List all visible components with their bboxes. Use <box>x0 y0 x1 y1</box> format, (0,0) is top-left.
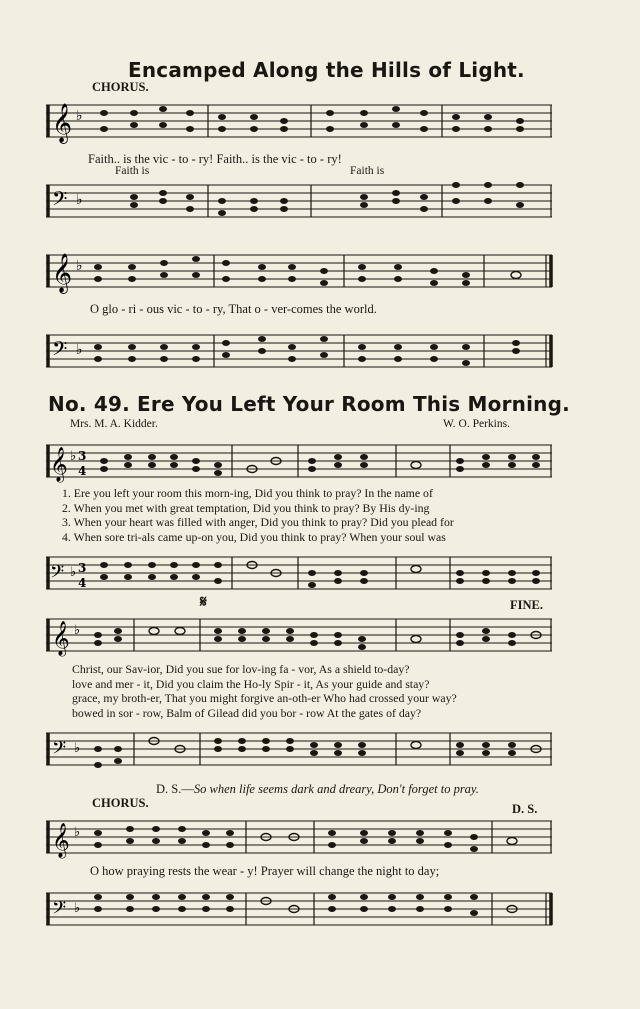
hymn1-system1-treble-staff <box>46 96 556 146</box>
hymn1-system2-treble-staff <box>46 246 556 296</box>
svg-text:♭: ♭ <box>74 901 81 916</box>
svg-text:4: 4 <box>78 464 87 478</box>
verse-4-line-a: 4. When sore tri-als came up-on you, Did you think to pray? When your soul was <box>62 529 446 544</box>
svg-text:𝄢: 𝄢 <box>52 187 68 215</box>
svg-text:𝄞: 𝄞 <box>50 447 68 482</box>
verse-2-line-b: love and mer - it, Did you claim the Ho-ly Spir - it, As your guide and stay? <box>72 676 430 691</box>
svg-text:𝄢: 𝄢 <box>52 898 67 923</box>
hymn2-system2-bass-staff <box>46 724 556 774</box>
svg-text:♭: ♭ <box>76 192 83 208</box>
hymn2-lyricist: Mrs. M. A. Kidder. <box>70 418 158 430</box>
hymn2-system1-bass-staff <box>46 548 556 598</box>
svg-text:𝄞: 𝄞 <box>52 253 73 293</box>
hymn1-system1-bass-staff <box>46 176 556 226</box>
hymn2-system1-treble-staff <box>46 436 556 486</box>
hymn1-system2-bass-staff <box>46 326 556 376</box>
hymn1-lyrics-line1: Faith.. is the vic - to - ry! Faith.. is the vic - to - ry! <box>88 152 342 166</box>
hymn1-title: Encamped Along the Hills of Light. <box>128 58 525 82</box>
hymn1-lyrics-line2: O glo - ri - ous vic - to - ry, That o - ver-comes the world. <box>90 302 377 316</box>
ds-text: So when life seems dark and dreary, Don't forget to pray. <box>193 782 479 796</box>
hymn2-number-title: No. 49. Ere You Left Your Room This Morning. <box>48 392 570 416</box>
svg-text:♭: ♭ <box>76 108 83 124</box>
hymn2-chorus-treble-staff <box>46 812 556 862</box>
hymn1-bass-cue-2: Faith is <box>350 165 385 177</box>
svg-text:𝄞: 𝄞 <box>52 103 73 143</box>
fine-mark: FINE. <box>510 598 543 612</box>
svg-text:𝄢: 𝄢 <box>52 738 67 763</box>
svg-text:𝄢: 𝄢 <box>50 562 65 587</box>
ds-prefix: D. S.— <box>156 782 194 796</box>
svg-text:♭: ♭ <box>76 258 83 274</box>
verse-1-line-a: 1. Ere you left your room this morn-ing, Did you think to pray? In the name of <box>62 486 433 500</box>
verse-3-line-a: 3. When your heart was filled with anger, Did you think to pray? Did you plead for <box>62 515 454 529</box>
ds-mark: D. S. <box>512 802 538 816</box>
verse-4-line-b: bowed in sor - row, Balm of Gilead did you bor - row At the gates of day? <box>72 705 422 720</box>
ds-instruction <box>156 782 479 797</box>
hymn2-composer: W. O. Perkins. <box>443 418 510 430</box>
svg-text:♭: ♭ <box>74 741 81 756</box>
hymn2-system2-treble-staff <box>46 610 556 660</box>
svg-text:♭: ♭ <box>76 342 83 358</box>
verse-2-line-a: 2. When you met with great temptation, Did you think to pray? By His dy-ing <box>62 500 430 515</box>
hymn1-bass-cue-1: Faith is <box>115 165 150 177</box>
segno-mark: 𝄋 <box>200 592 207 611</box>
hymn2-verses-block-b <box>72 662 457 720</box>
svg-text:♭: ♭ <box>70 565 77 580</box>
svg-text:♭: ♭ <box>74 623 81 638</box>
hymn2-chorus-bass-staff <box>46 884 556 934</box>
hymn2-verses-block-a <box>62 486 454 544</box>
svg-text:𝄞: 𝄞 <box>52 621 70 656</box>
svg-text:4: 4 <box>78 576 87 590</box>
hymn2-chorus-label: CHORUS. <box>92 796 149 810</box>
hymn1-chorus-label: CHORUS. <box>92 80 149 94</box>
verse-1-line-b: Christ, our Sav-ior, Did you sue for lov-ing fa - vor, As a shield to-day? <box>72 662 410 676</box>
svg-text:𝄢: 𝄢 <box>52 337 68 365</box>
svg-text:3: 3 <box>78 449 87 463</box>
svg-text:♭: ♭ <box>70 449 77 464</box>
hymn2-chorus-lyrics: O how praying rests the wear - y! Prayer will change the night to day; <box>90 864 440 878</box>
verse-3-line-b: grace, my broth-er, That you might forgive an-oth-er Who had crossed your way? <box>72 691 457 705</box>
svg-text:𝄞: 𝄞 <box>52 823 70 858</box>
svg-text:3: 3 <box>78 561 87 575</box>
svg-text:♭: ♭ <box>74 825 81 840</box>
